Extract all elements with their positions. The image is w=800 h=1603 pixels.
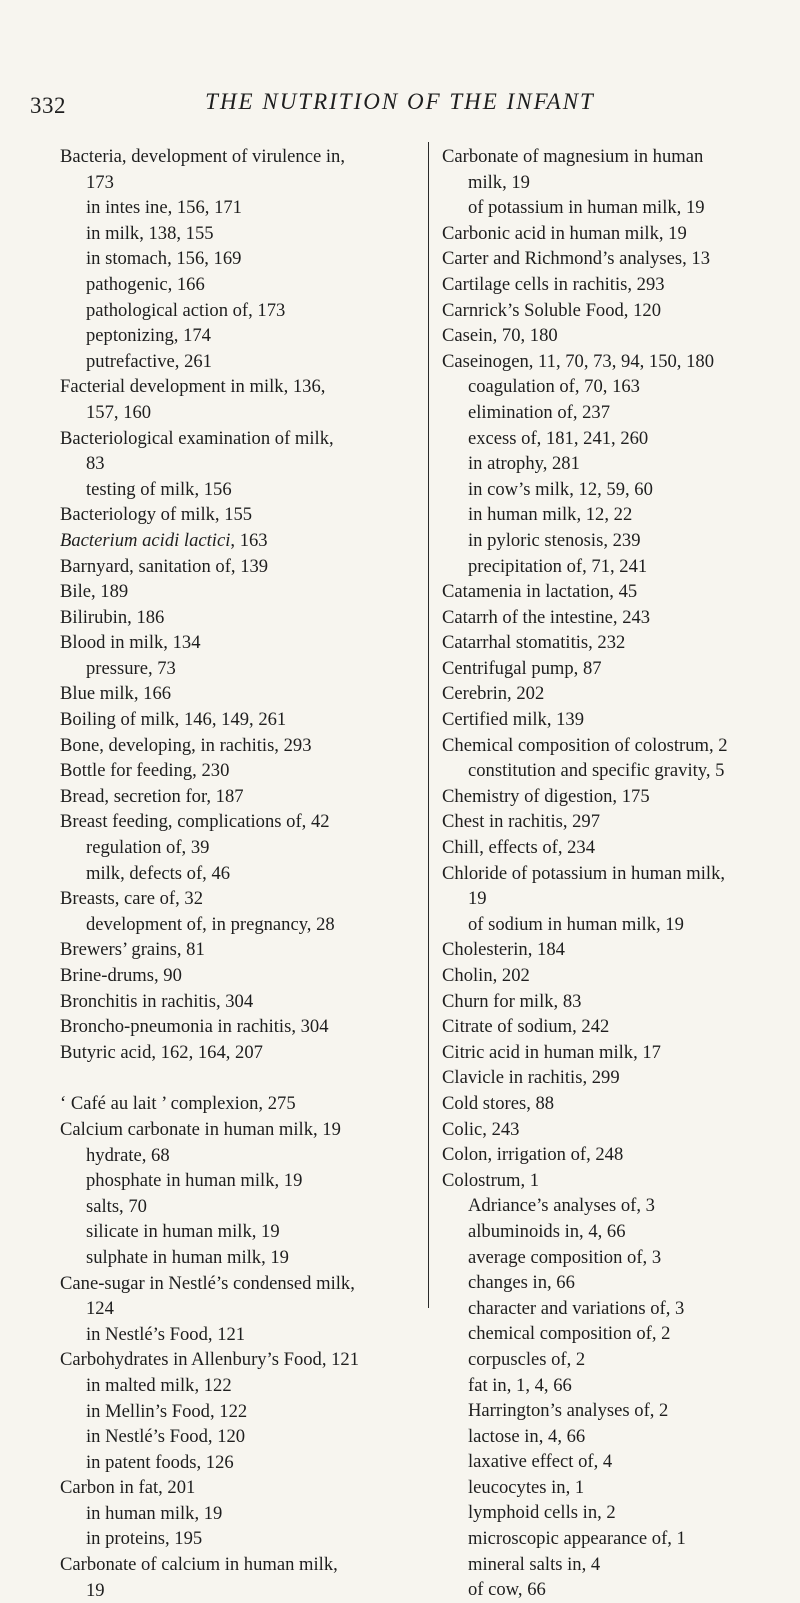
index-entry xyxy=(60,630,416,656)
index-subentry xyxy=(442,1193,772,1219)
index-entry-text: excess of, 181, 241, 260 xyxy=(468,427,649,449)
index-subentry xyxy=(60,1399,416,1425)
index-subentry xyxy=(60,1194,416,1220)
index-entry xyxy=(60,426,416,452)
index-subentry xyxy=(60,1424,416,1450)
index-entry-text: Brine-drums, 90 xyxy=(60,965,182,986)
index-subentry xyxy=(60,835,416,861)
index-entry-text: Calcium carbonate in human milk, 19 xyxy=(60,1118,341,1140)
index-entry-text: Chemical composition of colostrum, 2 xyxy=(442,734,728,756)
index-entry-text: Cold stores, 88 xyxy=(442,1092,555,1114)
index-entry-text: Cholin, 202 xyxy=(442,965,530,986)
index-entry-text: Carbonic acid in human milk, 19 xyxy=(442,222,687,244)
index-subentry xyxy=(442,502,772,528)
index-entry xyxy=(60,963,416,989)
index-entry xyxy=(442,221,772,247)
index-entry-text: Carnrick’s Soluble Food, 120 xyxy=(442,299,661,321)
index-entry-text: Citrate of sodium, 242 xyxy=(442,1016,610,1038)
index-subentry xyxy=(442,1500,772,1526)
index-entry xyxy=(60,937,416,963)
index-entry-text: in human milk, 19 xyxy=(86,1502,223,1524)
index-entry xyxy=(60,733,416,759)
index-entry-text: Breast feeding, complications of, 42 xyxy=(60,811,330,833)
index-entry xyxy=(60,1475,416,1501)
index-entry-text: corpuscles of, 2 xyxy=(468,1348,586,1370)
index-entry-text: Colic, 243 xyxy=(442,1118,520,1140)
index-entry xyxy=(60,502,416,528)
index-entry-text: in Mellin’s Food, 122 xyxy=(86,1400,248,1422)
index-subentry xyxy=(442,426,772,452)
index-column-right xyxy=(442,144,772,1603)
index-entry xyxy=(442,1142,772,1168)
index-entry xyxy=(442,1014,772,1040)
index-entry-text: hydrate, 68 xyxy=(86,1144,170,1166)
index-entry xyxy=(60,1347,416,1373)
index-entry-text: Churn for milk, 83 xyxy=(442,990,582,1012)
index-entry-text: microscopic appearance of, 1 xyxy=(468,1528,686,1550)
index-entry-text: character and variations of, 3 xyxy=(468,1297,685,1319)
index-entry xyxy=(442,937,772,963)
index-subentry xyxy=(60,349,416,375)
index-subentry xyxy=(60,1245,416,1271)
index-entry-text: Bacteriological examination of milk, xyxy=(60,427,334,449)
index-subentry xyxy=(442,1270,772,1296)
index-entry xyxy=(60,1091,416,1117)
index-entry-text: phosphate in human milk, 19 xyxy=(86,1170,303,1192)
index-entry xyxy=(442,630,772,656)
index-entry-text: Carbonate of magnesium in human xyxy=(442,146,704,167)
index-entry-text: in intes ine, 156, 171 xyxy=(86,197,242,219)
index-entry-text: Chest in rachitis, 297 xyxy=(442,811,601,833)
index-entry-text: in proteins, 195 xyxy=(86,1528,203,1550)
index-entry-text: Cholesterin, 184 xyxy=(442,939,565,961)
index-entry-text: Bile, 189 xyxy=(60,581,129,603)
index-subentry xyxy=(442,1373,772,1399)
index-entry-text: testing of milk, 156 xyxy=(86,478,232,500)
index-entry xyxy=(442,246,772,272)
index-entry-text: Citric acid in human milk, 17 xyxy=(442,1041,661,1063)
index-subentry xyxy=(442,1321,772,1347)
index-subentry xyxy=(442,1552,772,1578)
page-number: 332 xyxy=(30,93,66,118)
index-entry xyxy=(60,605,416,631)
index-entry-text: Breasts, care of, 32 xyxy=(60,888,204,910)
index-subentry xyxy=(60,1501,416,1527)
index-entry xyxy=(60,579,416,605)
index-entry-text: Catamenia in lactation, 45 xyxy=(442,581,638,603)
index-entry-text: Blue milk, 166 xyxy=(60,683,172,705)
index-entry xyxy=(60,809,416,835)
index-entry-text: Bread, secretion for, 187 xyxy=(60,785,244,807)
index-entry xyxy=(60,989,416,1015)
index-subentry xyxy=(442,758,772,784)
index-entry-text: peptonizing, 174 xyxy=(86,325,211,347)
index-subentry xyxy=(60,1219,416,1245)
index-entry-text: elimination of, 237 xyxy=(468,401,611,423)
index-entry xyxy=(442,349,772,375)
index-column-left xyxy=(60,144,416,1603)
index-entry-text: 19 xyxy=(468,888,487,910)
index-entry xyxy=(60,1117,416,1143)
index-subentry xyxy=(60,1296,416,1322)
index-entry-text: in cow’s milk, 12, 59, 60 xyxy=(468,478,653,500)
index-entry xyxy=(60,1040,416,1066)
index-entry-text: Carbon in fat, 201 xyxy=(60,1477,196,1499)
index-entry-text: coagulation of, 70, 163 xyxy=(468,376,640,398)
index-subentry xyxy=(60,451,416,477)
index-entry xyxy=(442,1168,772,1194)
index-entry-text: Bone, developing, in rachitis, 293 xyxy=(60,734,312,756)
running-title: THE NUTRITION OF THE INFANT xyxy=(205,89,595,114)
index-entry-text: 83 xyxy=(86,453,105,475)
index-entry-text: Caseinogen, 11, 70, 73, 94, 150, 180 xyxy=(442,350,714,372)
index-entry xyxy=(442,707,772,733)
index-entry-text: pathological action of, 173 xyxy=(86,299,286,321)
index-entry-text: Chloride of potassium in human milk, xyxy=(442,862,726,884)
index-entry-text: in malted milk, 122 xyxy=(86,1374,232,1396)
index-entry xyxy=(442,579,772,605)
index-entry-italic: Bacterium acidi lactici xyxy=(60,529,231,551)
index-entry-text: constitution and specific gravity, 5 xyxy=(468,760,725,782)
index-subentry xyxy=(60,195,416,221)
index-entry xyxy=(442,681,772,707)
index-subentry xyxy=(60,1578,416,1603)
index-subentry xyxy=(442,1219,772,1245)
index-entry xyxy=(60,554,416,580)
index-entry xyxy=(60,374,416,400)
index-entry-text: changes in, 66 xyxy=(468,1272,575,1294)
index-entry-text: Catarrhal stomatitis, 232 xyxy=(442,632,626,654)
index-entry-text: Facterial development in milk, 136, xyxy=(60,376,326,398)
index-entry-text: regulation of, 39 xyxy=(86,837,210,859)
index-entry-text: 173 xyxy=(86,171,114,193)
index-entry xyxy=(60,886,416,912)
index-entry-text: Barnyard, sanitation of, 139 xyxy=(60,555,269,577)
index-entry xyxy=(60,784,416,810)
index-entry-text: milk, defects of, 46 xyxy=(86,862,231,884)
index-entry-text: pathogenic, 166 xyxy=(86,273,205,295)
index-subentry xyxy=(60,323,416,349)
index-subentry xyxy=(442,1475,772,1501)
index-entry-text: Broncho-pneumonia in rachitis, 304 xyxy=(60,1016,329,1038)
index-entry-text: Blood in milk, 134 xyxy=(60,632,201,654)
index-entry-text: Chill, effects of, 234 xyxy=(442,837,596,859)
index-entry-text: chemical composition of, 2 xyxy=(468,1323,671,1345)
index-entry-text: Casein, 70, 180 xyxy=(442,325,558,347)
index-subentry xyxy=(60,1373,416,1399)
index-entry-text: pressure, 73 xyxy=(86,657,176,679)
index-entry-text: in Nestlé’s Food, 121 xyxy=(86,1323,246,1345)
index-subentry xyxy=(442,400,772,426)
index-entry xyxy=(442,861,772,887)
index-subentry xyxy=(60,221,416,247)
index-entry-text: precipitation of, 71, 241 xyxy=(468,555,648,577)
index-entry-text: Carbonate of calcium in human milk, xyxy=(60,1554,338,1576)
index-subentry xyxy=(442,1424,772,1450)
index-entry xyxy=(60,1014,416,1040)
index-entry-text: Bacteriology of milk, 155 xyxy=(60,504,253,526)
index-entry-text: Bronchitis in rachitis, 304 xyxy=(60,990,254,1012)
index-entry-text: 157, 160 xyxy=(86,401,152,423)
index-entry-text: Bottle for feeding, 230 xyxy=(60,760,230,782)
index-subentry xyxy=(442,170,772,196)
index-subentry xyxy=(442,1577,772,1603)
index-entry-text: Cartilage cells in rachitis, 293 xyxy=(442,273,665,295)
index-entry xyxy=(60,528,416,554)
index-entry-text: ‘ Café au lait ’ complexion, 275 xyxy=(60,1093,296,1115)
index-subentry xyxy=(60,1168,416,1194)
index-entry-text: Carbohydrates in Allenbury’s Food, 121 xyxy=(60,1349,360,1371)
index-subentry xyxy=(442,886,772,912)
index-entry-text: Cerebrin, 202 xyxy=(442,683,545,705)
index-entry-text: milk, 19 xyxy=(468,171,530,193)
index-entry-text: in pyloric stenosis, 239 xyxy=(468,529,641,551)
index-entry-text: in stomach, 156, 169 xyxy=(86,248,242,270)
index-entry-text: in human milk, 12, 22 xyxy=(468,504,633,526)
index-subentry xyxy=(442,1245,772,1271)
index-entry xyxy=(442,656,772,682)
index-entry xyxy=(442,323,772,349)
index-entry-text: 124 xyxy=(86,1298,114,1320)
index-entry-text: of sodium in human milk, 19 xyxy=(468,913,684,935)
index-entry-text: lactose in, 4, 66 xyxy=(468,1425,586,1447)
index-entry xyxy=(60,707,416,733)
index-entry xyxy=(442,298,772,324)
index-subentry xyxy=(442,528,772,554)
index-entry xyxy=(442,963,772,989)
index-entry xyxy=(60,1271,416,1297)
index-entry-text: Bacteria, development of virulence in, xyxy=(60,146,345,167)
index-subentry xyxy=(442,1398,772,1424)
index-subentry xyxy=(60,170,416,196)
index-gap xyxy=(60,1065,416,1091)
index-entry-text: in atrophy, 281 xyxy=(468,453,580,475)
index-entry xyxy=(60,1552,416,1578)
index-subentry xyxy=(442,451,772,477)
index-entry-text: average composition of, 3 xyxy=(468,1246,662,1268)
index-entry-text: Harrington’s analyses of, 2 xyxy=(468,1400,669,1422)
index-entry xyxy=(442,1117,772,1143)
index-subentry xyxy=(442,1449,772,1475)
index-entry-text: Butyric acid, 162, 164, 207 xyxy=(60,1041,263,1063)
index-entry-text: albuminoids in, 4, 66 xyxy=(468,1220,626,1242)
index-entry-text: Bilirubin, 186 xyxy=(60,606,165,628)
index-entry-text: Centrifugal pump, 87 xyxy=(442,657,602,679)
index-entry-text: Brewers’ grains, 81 xyxy=(60,939,205,961)
index-entry-text: fat in, 1, 4, 66 xyxy=(468,1374,572,1396)
index-entry xyxy=(442,835,772,861)
index-entry xyxy=(442,1040,772,1066)
index-entry-text: leucocytes in, 1 xyxy=(468,1476,585,1498)
index-entry-text: sulphate in human milk, 19 xyxy=(86,1246,289,1268)
index-entry xyxy=(442,733,772,759)
index-subentry xyxy=(60,400,416,426)
index-entry-text: 19 xyxy=(86,1579,105,1601)
index-subentry xyxy=(442,1296,772,1322)
index-entry-text: Boiling of milk, 146, 149, 261 xyxy=(60,709,287,731)
index-subentry xyxy=(442,912,772,938)
index-subentry xyxy=(60,912,416,938)
index-entry-text: Catarrh of the intestine, 243 xyxy=(442,606,651,628)
index-entry-text: laxative effect of, 4 xyxy=(468,1451,613,1473)
index-entry xyxy=(60,681,416,707)
index-entry-text: putrefactive, 261 xyxy=(86,350,212,372)
index-subentry xyxy=(442,554,772,580)
index-entry-text: Chemistry of digestion, 175 xyxy=(442,785,650,807)
index-entry xyxy=(60,758,416,784)
index-entry-text: in Nestlé’s Food, 120 xyxy=(86,1426,246,1448)
index-entry-text: Cane-sugar in Nestlé’s condensed milk, xyxy=(60,1272,355,1294)
index-entry-text: lymphoid cells in, 2 xyxy=(468,1502,616,1524)
index-entry xyxy=(442,989,772,1015)
index-entry-text: mineral salts in, 4 xyxy=(468,1553,601,1575)
index-subentry xyxy=(442,1526,772,1552)
index-entry-text: in milk, 138, 155 xyxy=(86,222,214,244)
index-entry xyxy=(442,605,772,631)
index-entry-text: Clavicle in rachitis, 299 xyxy=(442,1067,620,1089)
index-subentry xyxy=(60,1450,416,1476)
index-entry-text: salts, 70 xyxy=(86,1195,147,1217)
index-subentry xyxy=(442,1347,772,1373)
index-entry-text: development of, in pregnancy, 28 xyxy=(86,913,335,935)
index-entry xyxy=(442,272,772,298)
index-entry-text: , 163 xyxy=(230,529,268,551)
index-entry-text: of potassium in human milk, 19 xyxy=(468,197,705,219)
index-entry-text: Colostrum, 1 xyxy=(442,1169,540,1191)
index-subentry xyxy=(442,374,772,400)
index-entry xyxy=(442,784,772,810)
index-subentry xyxy=(442,195,772,221)
index-entry-text: in patent foods, 126 xyxy=(86,1451,234,1473)
index-entry-text: silicate in human milk, 19 xyxy=(86,1221,280,1243)
index-entry xyxy=(442,144,772,170)
index-subentry xyxy=(442,477,772,503)
index-entry xyxy=(442,1091,772,1117)
index-entry xyxy=(442,809,772,835)
index-entry-text: Adriance’s analyses of, 3 xyxy=(468,1195,655,1217)
index-entry-text: Certified milk, 139 xyxy=(442,709,585,731)
index-subentry xyxy=(60,1143,416,1169)
index-entry-text: of cow, 66 xyxy=(468,1579,546,1601)
index-entry-text: Colon, irrigation of, 248 xyxy=(442,1144,624,1166)
index-subentry xyxy=(60,272,416,298)
index-entry-text: Carter and Richmond’s analyses, 13 xyxy=(442,248,711,270)
index-entry xyxy=(60,144,416,170)
index-subentry xyxy=(60,656,416,682)
index-subentry xyxy=(60,298,416,324)
index-subentry xyxy=(60,1526,416,1552)
index-subentry xyxy=(60,861,416,887)
index-subentry xyxy=(60,477,416,503)
column-divider xyxy=(428,142,429,1308)
index-subentry xyxy=(60,246,416,272)
page-header xyxy=(30,89,770,123)
index-entry xyxy=(442,1065,772,1091)
